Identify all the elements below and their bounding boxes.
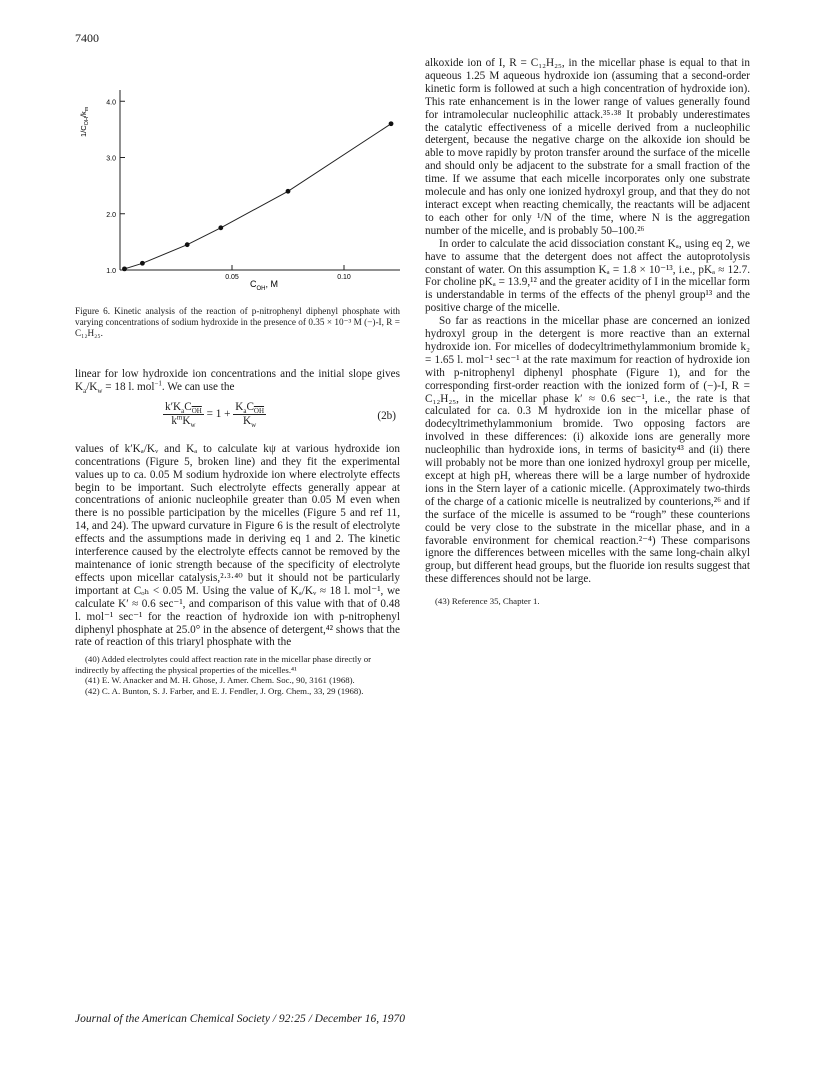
fit-curve xyxy=(125,124,392,269)
right-paragraph-3: So far as reactions in the micellar phase are concerned an ionized hydroxyl group in the detergent is more reactive than an external hydroxide ion. For micelles of dodecyltrimethylammonium bromide k₂ = 1.65 l. mol⁻¹ sec⁻¹ at the rate maximum for reaction of hydroxide ion with p-nitrophenyl diphenyl phosphate (Figure 1), and for the corresponding first-order reaction with the ionized form of (−)-I, R = C₁₂H₂₅, in the micellar phase k′ ≈ 0.6 sec⁻¹, i.e., the rate is that calculated for ca. 0.3 M hydroxide ion in the micellar phase of dodecyltrimethylammonium bromide. Two opposing factors are involved in these differences: (i) alkoxide ions are generally more nucleophilic than hydroxide ions, in terms of basicity⁴³ and (ii) there will probably not be more than one ionized hydroxyl group per micelle, except at high pH, whereas there will be a large number of hydroxide ions in the Stern layer of a cationic micelle. (Approximately two-thirds of the charge of a cationic micelle is neutralized by counterions,²⁶ and if the surface of the micelle is assumed to be “rough” these counterions could be very close to the substrate in the micellar phase, and in a favorable environment for chemical reaction.²⁻⁴) These comparisons ignore the differences between micelles with the same long-chain alkyl group, but different head groups, but the fluoride ion results suggest that these differences should not be large. xyxy=(425,315,750,586)
y-tick-label: 3.0 xyxy=(106,155,116,163)
x-axis-label: $C_{OH}$, M xyxy=(250,279,278,292)
right-paragraph-2: In order to calculate the acid dissociation constant Kₐ, using eq 2, we have to assume that the detergent does not affect the autoprotolysis constant of water. On this assumption Kₐ = 1.8 × 10⁻¹³, i.e., pKₐ ≈ 12.7. For choline pKₐ = 13.9,¹² and the greater acidity of I in the micellar form is understandable in terms of the effects of the phenyl group¹³ and the positive charge of the micelle. xyxy=(425,237,750,315)
y-tick-label: 2.0 xyxy=(106,211,116,219)
x-tick-label: 0.05 xyxy=(225,274,239,281)
figure-caption: Figure 6. Kinetic analysis of the reaction of p-nitrophenyl diphenyl phosphate with varying concentrations of sodium hydroxide in the presence of 0.35 × 10⁻³ M (−)-I, R = C₁₂H₂₅. xyxy=(75,306,400,338)
equation-2b: $\frac{k'K_aC_{\overline{OH}}}{k^mK_w}$ = 1 + $\frac{K_aC_{\overline{OH}}}{K_w}$ (2b) xyxy=(165,400,396,429)
left-column xyxy=(75,368,400,696)
left-paragraph-1: linear for low hydroxide ion concentrations and the initial slope gives $K_a/K_w = 18$ l. mol$^{-1}$. We can use the xyxy=(75,368,400,396)
y-tick-label: 1.0 xyxy=(106,268,116,275)
footnote-41: (41) E. W. Anacker and M. H. Ghose, J. Amer. Chem. Soc., 90, 3161 (1968). xyxy=(85,675,355,686)
data-point xyxy=(140,261,145,266)
left-footnotes xyxy=(75,654,400,696)
data-point xyxy=(286,189,291,194)
figure-6-chart xyxy=(75,75,405,295)
chart-curve xyxy=(125,124,392,269)
journal-footer: Journal of the American Chemical Society / 92:25 / December 16, 1970 xyxy=(75,1013,406,1025)
footnote-42: (42) C. A. Bunton, S. J. Farber, and E. J. Fendler, J. Org. Chem., 33, 29 (1968). xyxy=(85,685,364,696)
chart-ticks xyxy=(106,99,351,281)
data-point xyxy=(185,242,190,247)
y-tick-label: 4.0 xyxy=(106,99,116,107)
x-tick-label: 0.10 xyxy=(337,274,351,281)
left-paragraph-2: values of k′Kₐ/Kᵥ and Kₐ to calculate kψ at various hydroxide ion concentrations (Figure 5, broken line) and they fit the experimental values up to ca. 0.05 M sodium hydroxide ion where electrolyte effects begin to be important. Such electrolyte effects generally appear at concentrations of anionic nucleophile greater than 0.05 M even when there is no possible participation by the micelles (Figure 5 and ref 11, 14, and 24). The upward curvature in Figure 6 is the result of electrolyte effects and the assumptions made in deriving eq 1 and 2. The kinetic interference caused by the electrolyte effects cannot be removed by the maintenance of ionic strength because of the specificity of electrolyte effects upon micellar catalysis,²·³·⁴⁰ but it should not be particularly important at Cₒₕ < 0.05 M. Using the value of Kₐ/Kᵥ ≈ 18 l. mol⁻¹, we calculate K′ ≈ 0.6 sec⁻¹, and comparison of this value with that of 0.48 l. mol⁻¹ sec⁻¹ for the reaction of hydroxide ion with p-nitrophenyl diphenyl phosphate at 25.0° in the absence of detergent,⁴² shows that the rate of reaction of this triaryl phosphate with the xyxy=(75,442,400,649)
chart-points xyxy=(122,121,393,271)
chart-axes xyxy=(120,90,400,270)
footnote-43: (43) Reference 35, Chapter 1. xyxy=(435,596,540,607)
equation-number: (2b) xyxy=(377,409,396,422)
page-number: 7400 xyxy=(75,31,99,45)
right-column xyxy=(425,57,750,607)
y-axis-label: $1/C_{OH}/k_m$ xyxy=(79,106,90,137)
footnote-40: (40) Added electrolytes could affect reaction rate in the micellar phase directly or indirectly by affecting the physical properties of the micelles.⁴¹ xyxy=(75,654,372,675)
right-footnotes xyxy=(425,596,750,606)
data-point xyxy=(218,225,223,230)
right-paragraph-1: alkoxide ion of I, R = C₁₂H₂₅, in the micellar phase is equal to that in aqueous 1.25 M aqueous hydroxide ion (assuming that a second-order kinetic form is followed at such a high concentration of hydroxide ion). This rate enhancement is in the lower range of values generally found for intramolecular nucleophilic attack.³⁵·³⁸ It probably underestimates the catalytic effectiveness of a micelle derived from a nucleophilic detergent, because the negative charge on the alkoxide ion should be able to move rapidly by proton transfer around the surface of the micelle and should only be adjacent to the substrate for a small fraction of the time. If we assume that each micelle incorporates only one substrate molecule and has only one ionized hydroxyl group, and that they do not interact except when reacting chemically, the reactants will be adjacent to each other for only ¹/N of the time, where N is the aggregation number of the micelle, and is probably 50–100.²⁶ xyxy=(425,57,750,237)
data-point xyxy=(389,121,394,126)
data-point xyxy=(122,266,127,271)
